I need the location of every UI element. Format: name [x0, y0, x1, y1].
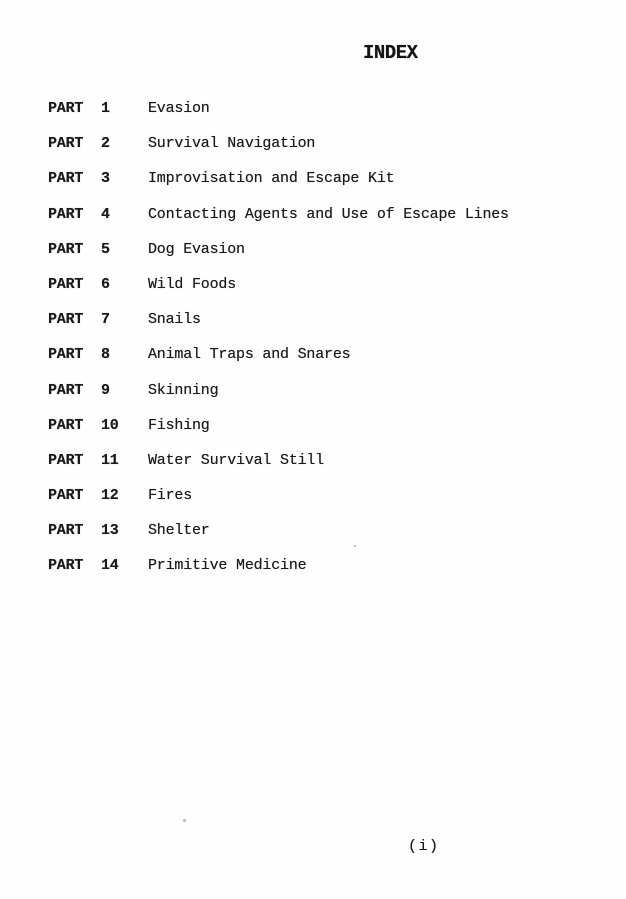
part-number: 11 [101, 451, 119, 469]
part-number: 3 [101, 170, 110, 188]
part-title: Animal Traps and Snares [148, 346, 351, 364]
part-number: 12 [101, 487, 119, 505]
index-row [48, 312, 588, 347]
part-label: PART [48, 135, 84, 153]
part-label: PART [48, 170, 84, 188]
part-number: 14 [101, 557, 119, 575]
part-title: Evasion [148, 100, 210, 117]
part-title: Primitive Medicine [148, 557, 307, 575]
index-row [48, 101, 588, 136]
part-number: 6 [101, 275, 110, 293]
index-row [48, 383, 588, 418]
part-title: Fishing [148, 416, 210, 434]
index-row [48, 558, 588, 593]
part-number: 8 [101, 346, 110, 364]
index-row [48, 523, 588, 558]
part-number: 5 [101, 240, 110, 258]
part-label: PART [48, 381, 84, 399]
part-title: Wild Foods [148, 275, 237, 293]
page-number: (i) [408, 838, 440, 855]
part-label: PART [48, 100, 84, 117]
part-title: Water Survival Still [148, 451, 325, 469]
part-label: PART [48, 346, 84, 364]
part-title: Shelter [148, 522, 210, 540]
index-row [48, 171, 588, 206]
page-title: INDEX [363, 42, 418, 64]
index-row [48, 347, 588, 382]
index-list [48, 101, 588, 594]
index-row [48, 277, 588, 312]
part-number: 4 [101, 205, 110, 223]
part-label: PART [48, 487, 84, 505]
index-row [48, 242, 588, 277]
part-number: 13 [101, 522, 119, 540]
part-title: Improvisation and Escape Kit [148, 170, 395, 188]
part-title: Survival Navigation [148, 135, 316, 153]
index-row [48, 453, 588, 488]
scan-artifact-speck [354, 545, 356, 547]
part-title: Snails [148, 311, 201, 329]
part-label: PART [48, 275, 84, 293]
part-number: 9 [101, 381, 110, 399]
part-number: 7 [101, 311, 110, 329]
part-label: PART [48, 557, 84, 575]
part-label: PART [48, 240, 84, 258]
part-label: PART [48, 416, 84, 434]
index-row [48, 136, 588, 171]
scan-artifact-speck [183, 819, 186, 822]
part-title: Fires [148, 487, 193, 505]
index-row [48, 418, 588, 453]
index-row [48, 488, 588, 523]
index-row [48, 207, 588, 242]
part-title: Skinning [148, 381, 219, 399]
part-title: Dog Evasion [148, 240, 245, 258]
part-number: 2 [101, 135, 110, 153]
part-label: PART [48, 451, 84, 469]
part-title: Contacting Agents and Use of Escape Lines [148, 205, 509, 223]
part-number: 1 [101, 100, 110, 117]
part-label: PART [48, 522, 84, 540]
part-label: PART [48, 311, 84, 329]
part-label: PART [48, 205, 84, 223]
part-number: 10 [101, 416, 119, 434]
